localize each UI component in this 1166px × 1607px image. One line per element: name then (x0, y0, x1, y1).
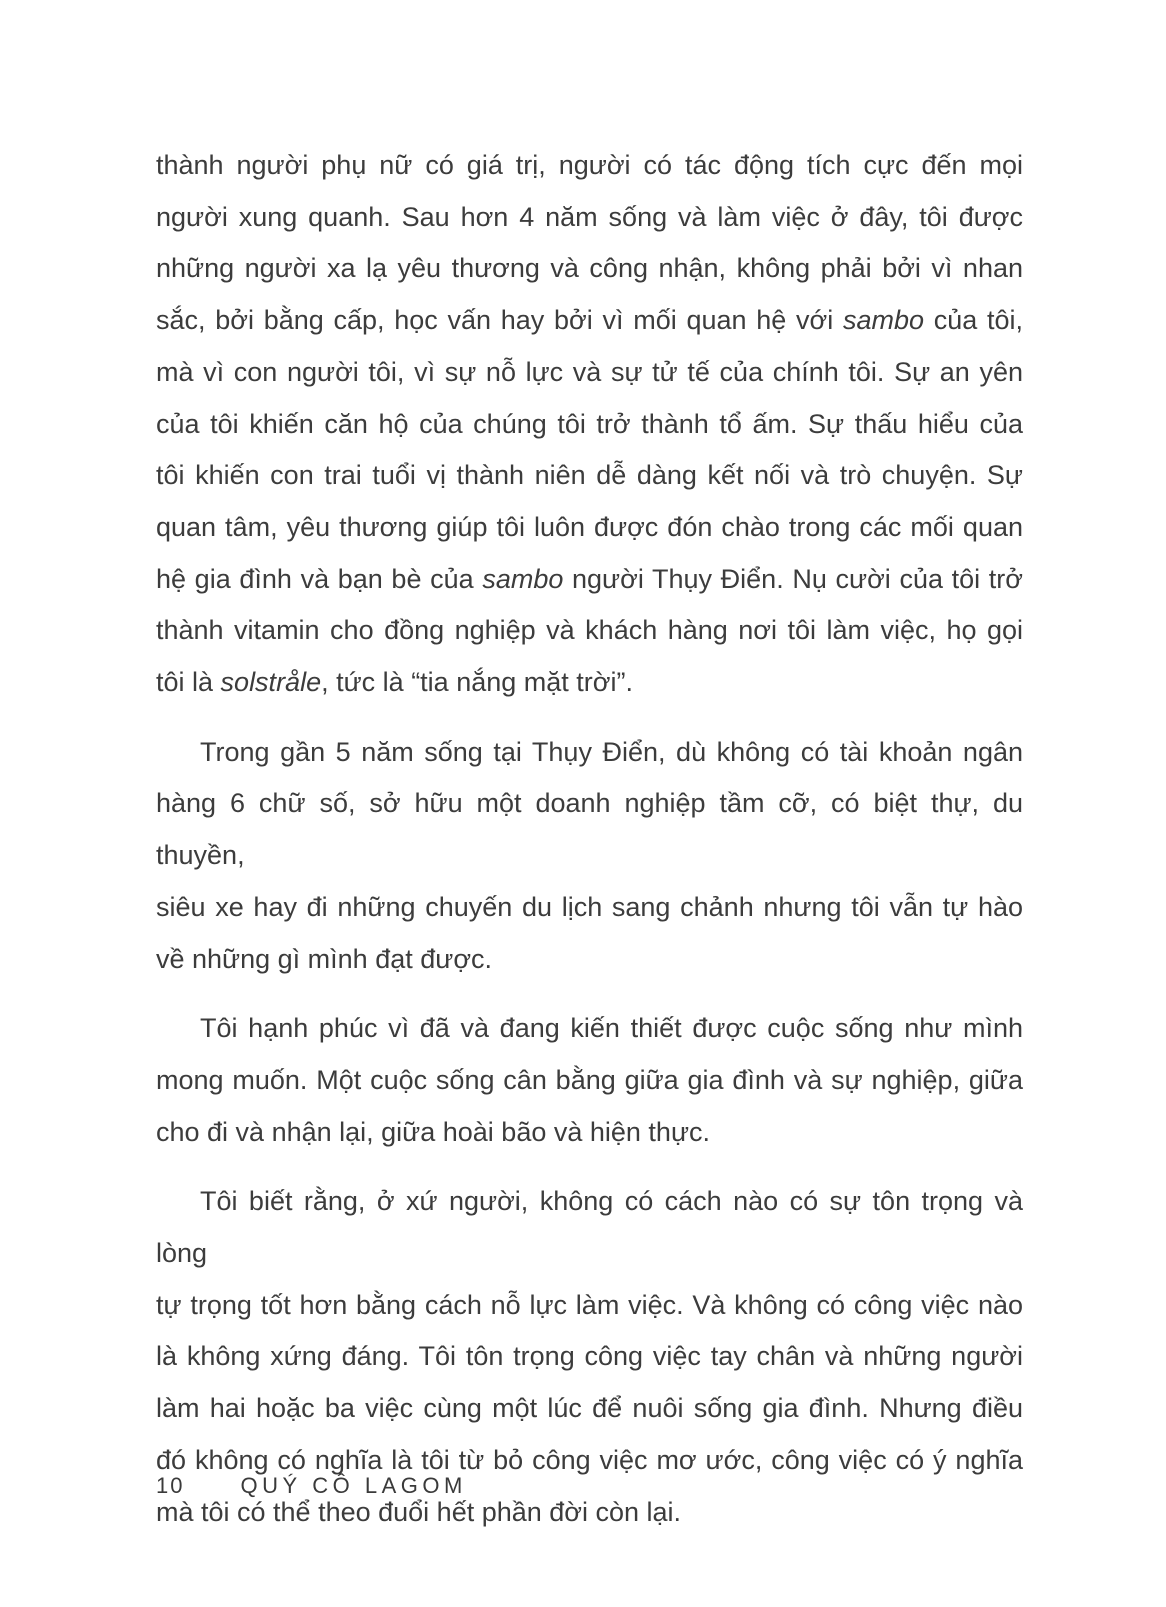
text-line: sắc, bởi bằng cấp, học vấn hay bởi vì mối quan hệ với sambo của tôi, (156, 305, 1023, 336)
text-line: tôi là solstråle, tức là “tia nắng mặt trời”. (156, 667, 633, 698)
text-line: hệ gia đình và bạn bè của sambo người Thụy Điển. Nụ cười của tôi trở (156, 563, 1023, 594)
page-footer (156, 1472, 467, 1500)
text-line: quan tâm, yêu thương giúp tôi luôn được đón chào trong các mối quan (156, 511, 1023, 542)
text-line: mong muốn. Một cuộc sống cân bằng giữa gia đình và sự nghiệp, giữa (156, 1064, 1023, 1095)
text-line: cho đi và nhận lại, giữa hoài bão và hiện thực. (156, 1116, 711, 1147)
text-line: Tôi hạnh phúc vì đã và đang kiến thiết được cuộc sống như mình (200, 1013, 1023, 1044)
page-text-block (156, 140, 1023, 1556)
text-line: siêu xe hay đi những chuyến du lịch sang chảnh nhưng tôi vẫn tự hào (156, 891, 1023, 922)
text-line: những người xa lạ yêu thương và công nhận, không phải bởi vì nhan (156, 253, 1023, 284)
page-number: 10 (156, 1473, 185, 1498)
paragraph (156, 140, 1023, 709)
text-line: là không xứng đáng. Tôi tôn trọng công việc tay chân và những người (156, 1341, 1023, 1372)
text-line: về những gì mình đạt được. (156, 943, 493, 974)
italic-term: solstråle (220, 667, 322, 698)
text-line: tôi khiến con trai tuổi vị thành niên dễ dàng kết nối và trò chuyện. Sự (156, 460, 1023, 491)
text-line: thành vitamin cho đồng nghiệp và khách hàng nơi tôi làm việc, họ gọi (156, 615, 1023, 646)
text-line: của tôi khiến căn hộ của chúng tôi trở thành tổ ấm. Sự thấu hiểu của (156, 408, 1023, 439)
text-line: Trong gần 5 năm sống tại Thụy Điển, dù không có tài khoản ngân (200, 736, 1023, 767)
text-line: đó không có nghĩa là tôi từ bỏ công việc mơ ước, công việc có ý nghĩa (156, 1444, 1023, 1475)
text-line: thành người phụ nữ có giá trị, người có tác động tích cực đến mọi (156, 150, 1023, 180)
italic-term: sambo (842, 305, 924, 336)
text-line: tự trọng tốt hơn bằng cách nỗ lực làm việc. Và không có công việc nào (156, 1289, 1023, 1320)
text-line: mà tôi có thể theo đuổi hết phần đời còn lại. (156, 1496, 682, 1527)
paragraph (156, 727, 1023, 986)
text-line: mà vì con người tôi, vì sự nỗ lực và sự tử tế của chính tôi. Sự an yên (156, 356, 1023, 387)
text-line: Tôi biết rằng, ở xứ người, không có cách nào có sự tôn trọng và lòng (156, 1186, 1023, 1269)
text-line: hàng 6 chữ số, sở hữu một doanh nghiệp tầm cỡ, có biệt thự, du thuyền, (156, 788, 1023, 871)
text-line: người xung quanh. Sau hơn 4 năm sống và làm việc ở đây, tôi được (156, 201, 1023, 232)
italic-term: sambo (482, 563, 564, 594)
paragraph (156, 1003, 1023, 1158)
text-line: làm hai hoặc ba việc cùng một lúc để nuôi sống gia đình. Nhưng điều (156, 1393, 1023, 1424)
running-title: QUÝ CÔ LAGOM (240, 1473, 467, 1498)
